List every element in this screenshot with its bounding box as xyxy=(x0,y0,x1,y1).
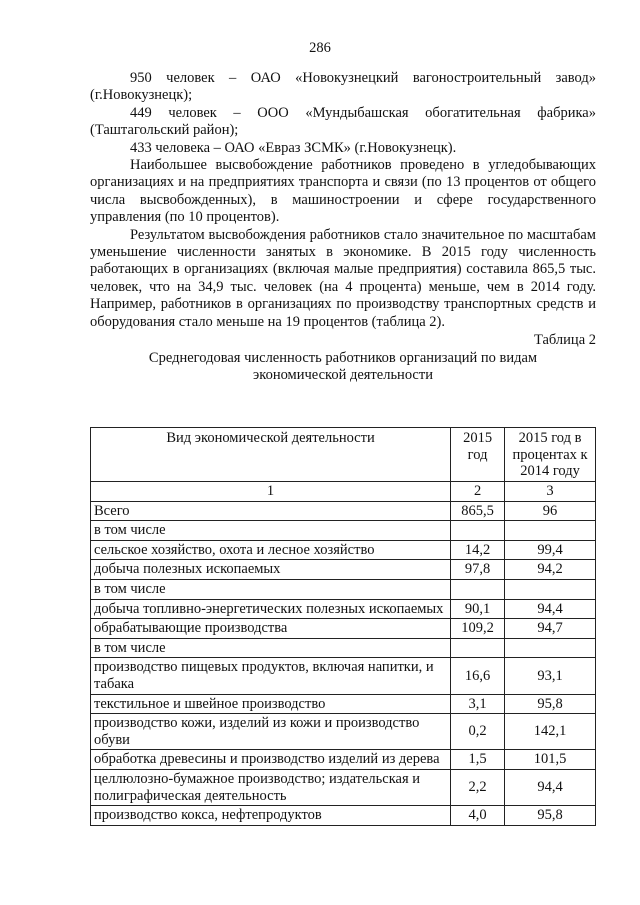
header-percent: 2015 год в процентах к 2014 году xyxy=(505,428,596,482)
paragraph: Наибольшее высвобождение работников проведено в угледобывающих организациях и на предприятиях транспорта и связи (по 13 процентов от общего числа высвобожденных), в машиностроении и сфере государственного управления (по 10 процентов). xyxy=(90,157,596,226)
row-value-percent: 94,2 xyxy=(505,560,596,580)
table-row xyxy=(91,599,596,619)
index-cell: 1 xyxy=(91,482,451,502)
row-value-percent xyxy=(505,579,596,599)
row-value-percent: 95,8 xyxy=(505,694,596,714)
paragraph: 449 человек – ООО «Мундыбашская обогатительная фабрика» (Таштагольский район); xyxy=(90,104,596,139)
row-value-2015: 90,1 xyxy=(451,599,505,619)
table-row xyxy=(91,560,596,580)
row-label: добыча полезных ископаемых xyxy=(91,560,451,580)
table-title-line: Среднегодовая численность работников организаций по видам xyxy=(148,349,538,366)
row-value-2015: 2,2 xyxy=(451,769,505,805)
paragraph: 433 человека – ОАО «Евраз ЗСМК» (г.Новокузнецк). xyxy=(130,139,457,156)
row-value-percent: 94,4 xyxy=(505,769,596,805)
paragraph: Результатом высвобождения работников стало значительное по масштабам уменьшение численности занятых в экономике. В 2015 году численность работающих в организациях (включая малые предприятия) составила 865,5 тыс. человек, что на 34,9 тыс. человек (на 4 процента) меньше, чем в 2014 году. Например, работников в организациях по производству транспортных средств и оборудования стало меньше на 19 процентов (таблица 2). xyxy=(90,226,596,330)
index-cell: 3 xyxy=(505,482,596,502)
row-label: сельское хозяйство, охота и лесное хозяйство xyxy=(91,540,451,560)
row-value-percent xyxy=(505,521,596,541)
row-label: в том числе xyxy=(91,579,451,599)
index-cell: 2 xyxy=(451,482,505,502)
row-value-2015 xyxy=(451,521,505,541)
table-row xyxy=(91,694,596,714)
body-text xyxy=(90,70,596,384)
table-title-line: экономической деятельности xyxy=(253,366,433,383)
table-row xyxy=(91,750,596,770)
table-row xyxy=(91,521,596,541)
row-value-percent: 142,1 xyxy=(505,714,596,750)
table-row xyxy=(91,501,596,521)
row-value-percent: 94,7 xyxy=(505,619,596,639)
table-row xyxy=(91,658,596,694)
paragraph: 950 человек – ОАО «Новокузнецкий вагоностроительный завод» (г.Новокузнецк); xyxy=(90,70,596,104)
table-index-row xyxy=(91,482,596,502)
row-value-2015: 1,5 xyxy=(451,750,505,770)
table-row xyxy=(91,579,596,599)
row-value-2015: 865,5 xyxy=(451,501,505,521)
header-activity: Вид экономической деятельности xyxy=(91,428,451,482)
row-value-2015: 3,1 xyxy=(451,694,505,714)
row-label: текстильное и швейное производство xyxy=(91,694,451,714)
row-label: в том числе xyxy=(91,521,451,541)
table-title xyxy=(90,350,596,385)
row-value-2015: 97,8 xyxy=(451,560,505,580)
page-number: 286 xyxy=(309,40,331,56)
row-value-percent: 93,1 xyxy=(505,658,596,694)
row-value-percent xyxy=(505,638,596,658)
row-value-2015: 0,2 xyxy=(451,714,505,750)
row-value-percent: 101,5 xyxy=(505,750,596,770)
row-label: обработка древесины и производство изделий из дерева xyxy=(91,750,451,770)
table-row xyxy=(91,806,596,826)
row-label: производство кокса, нефтепродуктов xyxy=(91,806,451,826)
row-value-percent: 94,4 xyxy=(505,599,596,619)
row-label: добыча топливно-энергетических полезных ископаемых xyxy=(91,599,451,619)
row-value-2015: 109,2 xyxy=(451,619,505,639)
row-value-percent: 96 xyxy=(505,501,596,521)
data-table xyxy=(90,427,596,826)
row-label: обрабатывающие производства xyxy=(91,619,451,639)
row-value-2015: 14,2 xyxy=(451,540,505,560)
table-row xyxy=(91,619,596,639)
table-row xyxy=(91,638,596,658)
row-label: в том числе xyxy=(91,638,451,658)
table-label: Таблица 2 xyxy=(533,332,596,349)
row-label: производство пищевых продуктов, включая напитки, и табака xyxy=(91,658,451,694)
table-row xyxy=(91,714,596,750)
table-row xyxy=(91,769,596,805)
table-header-row xyxy=(91,428,596,482)
row-label: производство кожи, изделий из кожи и производство обуви xyxy=(91,714,451,750)
row-value-percent: 99,4 xyxy=(505,540,596,560)
header-year: 2015 год xyxy=(451,428,505,482)
row-value-2015: 4,0 xyxy=(451,806,505,826)
table-row xyxy=(91,540,596,560)
row-value-2015 xyxy=(451,638,505,658)
row-label: целлюлозно-бумажное производство; издательская и полиграфическая деятельность xyxy=(91,769,451,805)
row-value-2015: 16,6 xyxy=(451,658,505,694)
row-value-2015 xyxy=(451,579,505,599)
row-value-percent: 95,8 xyxy=(505,806,596,826)
row-label: Всего xyxy=(91,501,451,521)
